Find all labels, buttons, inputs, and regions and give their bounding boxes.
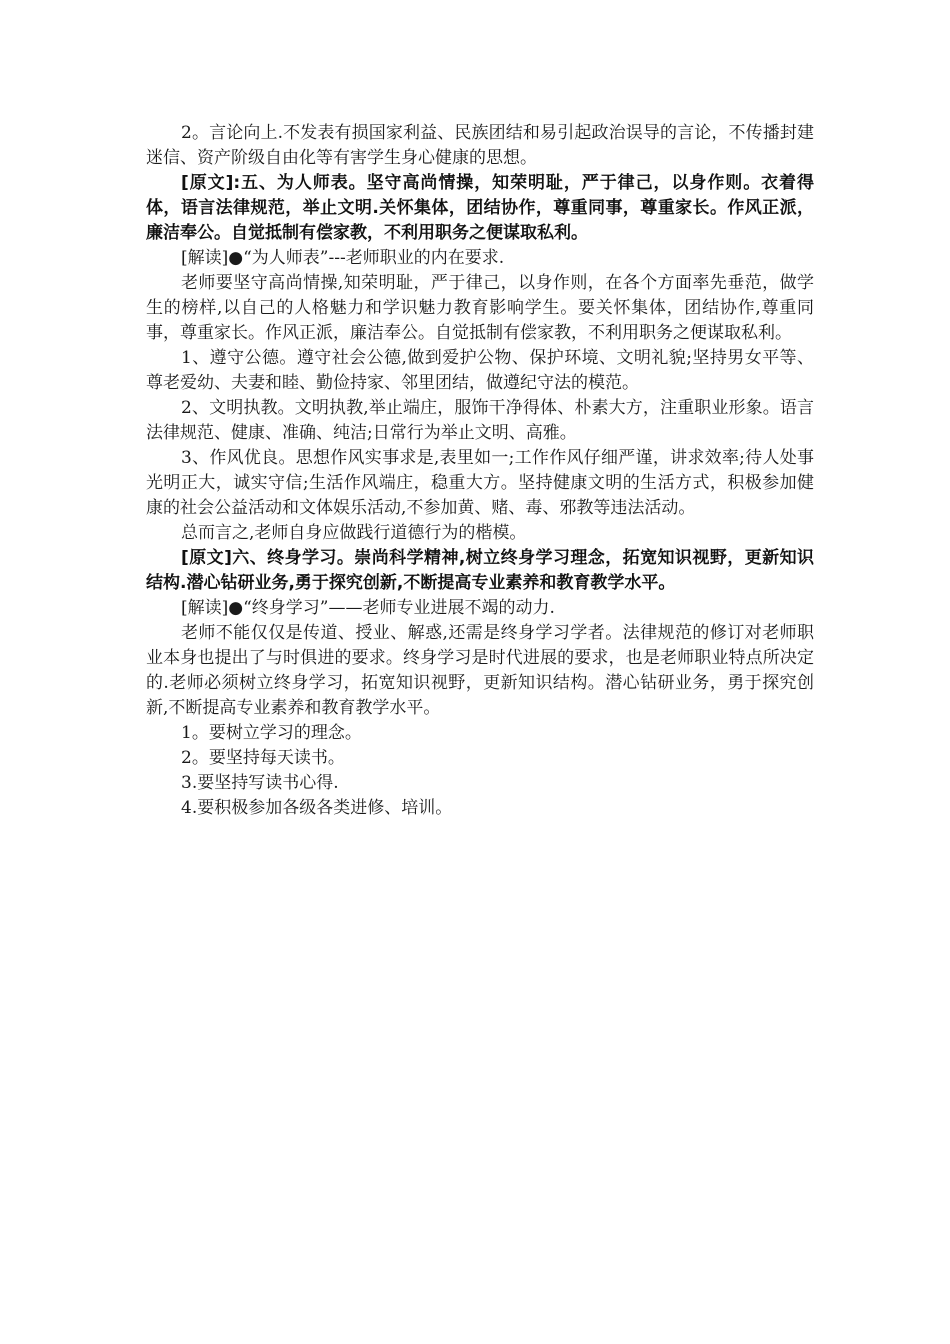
list-item-learning-concept: 1。要树立学习的理念。: [181, 723, 362, 743]
paragraph-speech-guideline: 2。言论向上.不发表有损国家利益、民族团结和易引起政治误导的言论，不传播封建迷信、资产阶级自由化等有害学生身心健康的思想。: [146, 123, 814, 168]
list-item-training: 4.要积极参加各级各类进修、培训。: [181, 798, 453, 818]
document-page: [146, 121, 814, 821]
paragraph-summary: 总而言之,老师自身应做践行道德行为的楷模。: [181, 523, 527, 543]
list-item-daily-reading: 2。要坚持每天读书。: [181, 748, 345, 768]
paragraph-point-public-morality: 1、遵守公德。遵守社会公德,做到爱护公物、保护环境、文明礼貌;坚持男女平等、尊老爱幼、夫妻和睦、勤俭持家、邻里团结，做遵纪守法的模范。: [146, 348, 814, 393]
paragraph-point-civil-teaching: 2、文明执教。文明执教,举止端庄，服饰干净得体、朴素大方，注重职业形象。语言法律规范、健康、准确、纯洁;日常行为举止文明、高雅。: [146, 398, 814, 443]
list-item-reading-notes: 3.要坚持写读书心得.: [181, 773, 339, 793]
paragraph-original-text-5: [原文]:五、为人师表。坚守高尚情操，知荣明耻，严于律己，以身作则。衣着得体，语言法律规范，举止文明.关怀集体，团结协作，尊重同事，尊重家长。作风正派，廉洁奉公。自觉抵制有偿家教，不利用职务之便谋取私利。: [146, 173, 814, 243]
paragraph-interpretation-6-heading: [解读]●“终身学习”——老师专业进展不竭的动力.: [181, 598, 555, 618]
paragraph-point-good-conduct: 3、作风优良。思想作风实事求是,表里如一;工作作风仔细严谨，讲求效率;待人处事光明正大，诚实守信;生活作风端庄，稳重大方。坚持健康文明的生活方式，积极参加健康的社会公益活动和文体娱乐活动,不参加黄、赌、毒、邪教等违法活动。: [146, 448, 814, 518]
paragraph-interpretation-5-heading: [解读]●“为人师表”---老师职业的内在要求.: [181, 248, 505, 268]
paragraph-interpretation-6-body: 老师不能仅仅是传道、授业、解惑,还需是终身学习学者。法律规范的修订对老师职业本身也提出了与时俱进的要求。终身学习是时代进展的要求，也是老师职业特点所决定的.老师必须树立终身学习，拓宽知识视野，更新知识结构。潜心钻研业务，勇于探究创新,不断提高专业素养和教育教学水平。: [146, 623, 814, 718]
paragraph-interpretation-5-body: 老师要坚守高尚情操,知荣明耻，严于律己，以身作则，在各个方面率先垂范，做学生的榜样,以自己的人格魅力和学识魅力教育影响学生。要关怀集体，团结协作,尊重同事，尊重家长。作风正派，廉洁奉公。自觉抵制有偿家教，不利用职务之便谋取私利。: [146, 273, 814, 343]
paragraph-original-text-6: [原文]六、终身学习。崇尚科学精神,树立终身学习理念，拓宽知识视野，更新知识结构.潜心钻研业务,勇于探究创新,不断提高专业素养和教育教学水平。: [146, 548, 814, 593]
